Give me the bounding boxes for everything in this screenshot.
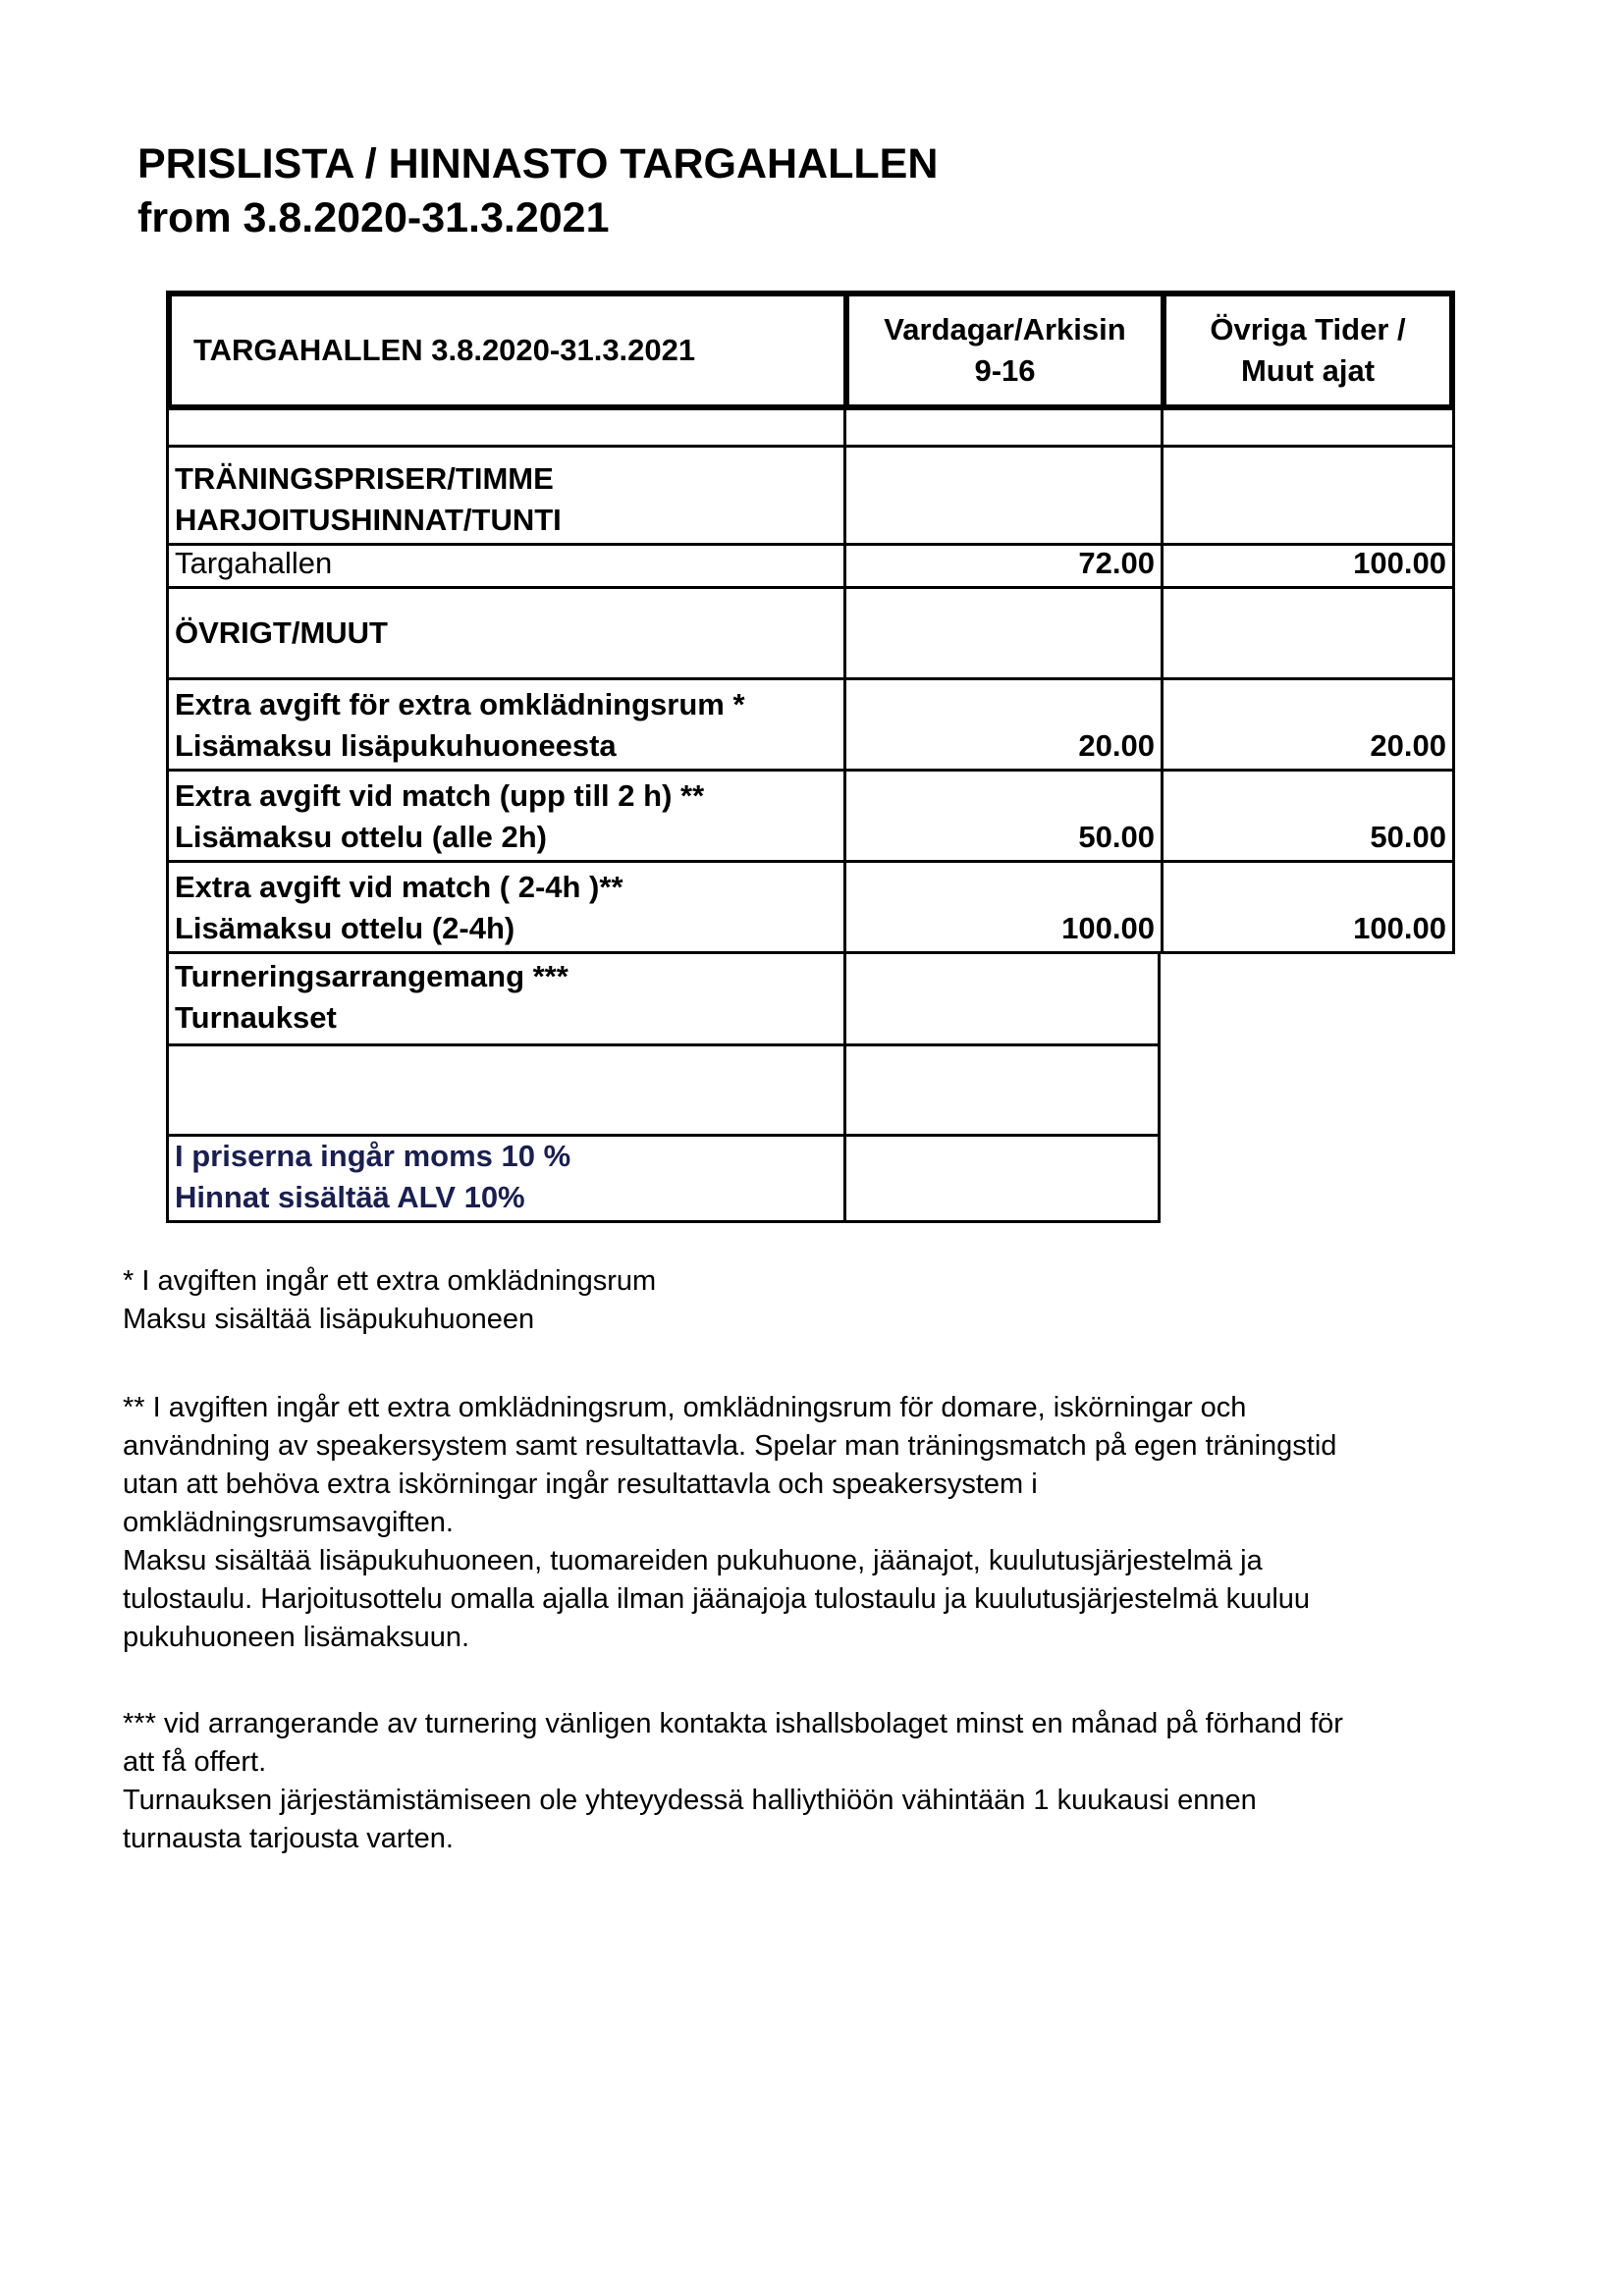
note-2-line: utan att behöva extra iskörningar ingår resultattavla och speakersystem i <box>123 1468 1038 1500</box>
fee-label <box>175 867 623 949</box>
vat-label <box>175 1136 570 1218</box>
fee-label <box>175 684 745 767</box>
table-row <box>166 772 1455 863</box>
fee-label <box>175 775 704 858</box>
tournament-label-cell <box>166 954 843 1046</box>
title-line-1: PRISLISTA / HINNASTO TARGAHALLEN <box>137 140 939 187</box>
title-line-2: from 3.8.2020-31.3.2021 <box>137 194 610 241</box>
note-2-line: användning av speakersystem samt resultattavla. Spelar man träningsmatch på egen träningstid <box>123 1430 1337 1462</box>
header-weekday <box>849 309 1161 392</box>
note-3-line: Turnauksen järjestämistämiseen ole yhteyydessä halliythiöön vähintään 1 kuukausi ennen <box>123 1785 1257 1816</box>
empty-row <box>166 1046 1161 1137</box>
fee-label-cell <box>166 680 843 772</box>
note-1 <box>123 1262 1537 1339</box>
note-3-line: *** vid arrangerande av turnering vänligen kontakta ishallsbolaget minst en månad på förhand för <box>123 1708 1343 1739</box>
table-row <box>166 546 1455 589</box>
other-section-label: ÖVRIGT/MUUT <box>175 615 388 650</box>
other-section-cell-c <box>1161 589 1455 680</box>
header-name: TARGAHALLEN 3.8.2020-31.3.2021 <box>193 333 696 367</box>
spacer-cell-c <box>1161 410 1455 448</box>
note-2-line: pukuhuoneen lisämaksuun. <box>123 1622 470 1653</box>
fee-other-price: 20.00 <box>1370 728 1446 763</box>
fee-label-cell <box>166 863 843 954</box>
targahallen-label: Targahallen <box>175 546 333 580</box>
training-section-cell-c <box>1161 448 1455 546</box>
other-section-cell-b <box>843 589 1161 680</box>
fee-label-cell <box>166 772 843 863</box>
note-3 <box>123 1705 1537 1858</box>
header-name-cell <box>166 291 843 410</box>
tournament-row <box>166 954 1161 1046</box>
note-1-line: Maksu sisältää lisäpukuhuoneen <box>123 1304 535 1335</box>
training-section-label <box>175 458 562 541</box>
table-row <box>166 863 1455 954</box>
fee-weekday-cell <box>843 680 1161 772</box>
vat-label-cell <box>166 1137 843 1223</box>
training-line2: HARJOITUSHINNAT/TUNTI <box>175 503 562 537</box>
fee-weekday-price: 100.00 <box>1061 911 1155 945</box>
fee-other-cell <box>1161 863 1455 954</box>
fee-label-line1: Extra avgift för extra omklädningsrum * <box>175 687 745 721</box>
other-section-row <box>166 589 1455 680</box>
fee-weekday-price: 50.00 <box>1078 820 1155 854</box>
fee-weekday-cell <box>843 772 1161 863</box>
targahallen-label-cell <box>166 546 843 589</box>
header-weekday-line1: Vardagar/Arkisin <box>884 312 1126 347</box>
note-3-line: turnausta tarjousta varten. <box>123 1823 454 1854</box>
spacer-cell-a <box>166 410 843 448</box>
vat-line1: I priserna ingår moms 10 % <box>175 1139 571 1173</box>
fee-label-line1: Extra avgift vid match ( 2-4h )** <box>175 870 623 904</box>
training-section-cell <box>166 448 843 546</box>
note-1-line: * I avgiften ingår ett extra omklädningsrum <box>123 1265 657 1297</box>
other-section-cell <box>166 589 843 680</box>
training-line1: TRÄNINGSPRISER/TIMME <box>175 461 554 496</box>
targahallen-other-cell <box>1161 546 1455 589</box>
fee-label-line2: Lisämaksu ottelu (2-4h) <box>175 911 515 945</box>
header-other-cell <box>1161 291 1455 410</box>
targahallen-weekday-price: 72.00 <box>1078 546 1155 580</box>
table-spacer-row <box>166 410 1455 448</box>
header-other-line1: Övriga Tider / <box>1210 312 1406 347</box>
fee-other-price: 50.00 <box>1370 820 1446 854</box>
note-2-line: omklädningsrumsavgiften. <box>123 1507 454 1538</box>
table-header-row <box>166 291 1455 410</box>
training-section-row <box>166 448 1455 546</box>
spacer-cell-b <box>843 410 1161 448</box>
fee-other-cell <box>1161 680 1455 772</box>
note-2-line: tulostaulu. Harjoitusottelu omalla ajalla ilman jäänajoja tulostaulu ja kuulutusjärjestelmä kuuluu <box>123 1583 1311 1615</box>
header-other <box>1166 309 1449 392</box>
header-weekday-line2: 9-16 <box>974 353 1036 388</box>
vat-value-cell <box>843 1137 1161 1223</box>
fee-other-price: 100.00 <box>1353 911 1446 945</box>
vat-line2: Hinnat sisältää ALV 10% <box>175 1180 525 1214</box>
targahallen-weekday-cell <box>843 546 1161 589</box>
fee-weekday-price: 20.00 <box>1078 728 1155 763</box>
note-2-line: ** I avgiften ingår ett extra omklädningsrum, omklädningsrum för domare, iskörningar och <box>123 1392 1247 1423</box>
empty-cell-a <box>166 1046 843 1137</box>
tournament-label <box>175 956 568 1039</box>
note-2 <box>123 1389 1537 1657</box>
empty-cell-b <box>843 1046 1161 1137</box>
note-3-line: att få offert. <box>123 1746 267 1778</box>
table-row <box>166 680 1455 772</box>
fee-other-cell <box>1161 772 1455 863</box>
fee-label-line2: Lisämaksu lisäpukuhuoneesta <box>175 728 617 763</box>
fee-label-line2: Lisämaksu ottelu (alle 2h) <box>175 820 547 854</box>
training-section-cell-b <box>843 448 1161 546</box>
header-other-line2: Muut ajat <box>1240 353 1376 388</box>
tournament-line2: Turnaukset <box>175 1000 337 1035</box>
fee-weekday-cell <box>843 863 1161 954</box>
header-weekday-cell <box>843 291 1161 410</box>
tournament-line1: Turneringsarrangemang *** <box>175 959 568 993</box>
targahallen-other-price: 100.00 <box>1353 546 1446 580</box>
fee-label-line1: Extra avgift vid match (upp till 2 h) ** <box>175 778 705 813</box>
document-title <box>137 137 938 245</box>
note-2-line: Maksu sisältää lisäpukuhuoneen, tuomareiden pukuhuone, jäänajot, kuulutusjärjestelmä ja <box>123 1545 1263 1576</box>
vat-row <box>166 1137 1161 1223</box>
tournament-price-cell <box>843 954 1161 1046</box>
